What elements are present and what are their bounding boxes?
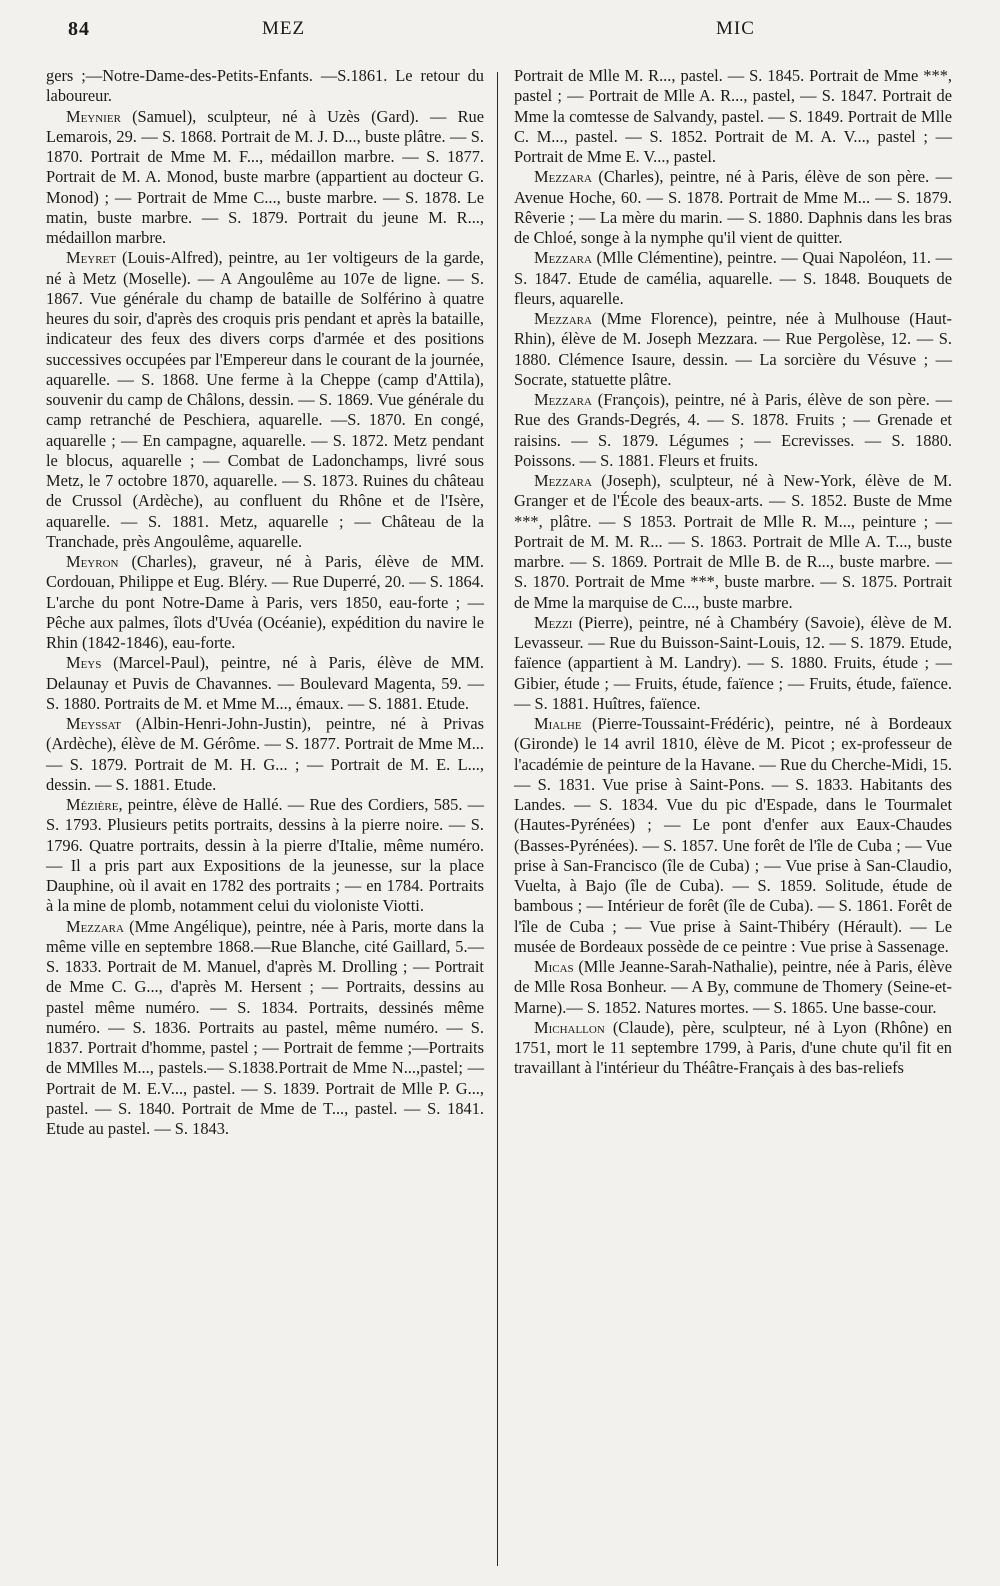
entry-text: (Joseph), sculpteur, né à New-York, élève de M. Granger et de l'École des beaux-arts. — S. 1852. Buste de Mme ***, plâtre. — S 1853. Portrait de Mlle R. M..., peinture ; — Portrait de M. M. R... — S. 1863. Portrait de Mlle A. T..., buste marbre. — S. 1869. Portrait de Mlle B. de R..., buste marbre. — S. 1870. Portrait de Mme ***, buste marbre. — S. 1875. Portrait de Mme la marquise de C..., buste marbre. [514, 471, 952, 612]
entry-text: (Louis-Alfred), peintre, au 1er voltigeurs de la garde, né à Metz (Moselle). — A Angoulême au 107e de ligne. — S. 1867. Vue générale du champ de bataille de Solférino à quatre heures du soir, d'après des croquis pris pendant et après la bataille, indicateur des feux des divers corps d'armée et des positions successives occupées par l'Empereur dans le courant de la journée, aquarelle. — S. 1868. Une ferme à la Cheppe (camp d'Attila), souvenir du camp de Châlons, dessin. — S. 1869. Vue générale du camp retranché de Peschiera, aquarelle. —S. 1870. En congé, aquarelle ; — En campagne, aquarelle. — S. 1872. Metz pendant le blocus, aquarelle ; — Combat de Ladonchamps, livré sous Metz, le 7 octobre 1870, aquarelle. — S. 1873. Ruines du château de Crussol (Ardèche), au confluent du Rhône et de l'Isère, aquarelle. — S. 1881. Metz, aquarelle ; — Château de la Tranchade, près Angoulême, aquarelle. [46, 248, 484, 551]
entry-text: (Claude), père, sculpteur, né à Lyon (Rhône) en 1751, mort le 11 septembre 1799, à Paris, d'une chute qu'il fit en travaillant à l'intérieur du Théâtre-Français à des bas-reliefs [514, 1017, 952, 1078]
entry-text: (Mlle Clémentine), peintre. — Quai Napoléon, 11. — S. 1847. Etude de camélia, aquarelle. — S. 1848. Bouquets de fleurs, aquarelle. [514, 248, 952, 308]
entry-text: (Mme Florence), peintre, née à Mulhouse (Haut-Rhin), élève de M. Joseph Mezzara. — Rue Pergolèse, 12. — S. 1880. Clémence Isaure, dessin. — La sorcière du Vésuve ; — Socrate, statuette plâtre. [514, 309, 952, 389]
entry-text: (Mlle Jeanne-Sarah-Nathalie), peintre, née à Paris, élève de Mlle Rosa Bonheur. — A By, commune de Thomery (Seine-et-Marne).— S. 1852. Natures mortes. — S. 1865. Une basse-cour. [514, 957, 952, 1017]
entry [514, 957, 952, 1018]
entry [514, 390, 952, 471]
entry-continuation [514, 66, 952, 167]
entry-name: Mialhe [534, 714, 582, 733]
entry-name: Meyret [66, 248, 117, 268]
entry-text: (Charles), peintre, né à Paris, élève de son père. — Avenue Hoche, 60. — S. 1878. Portrait de Mme M... — S. 1879. Rêverie ; — La mère du marin. — S. 1880. Daphnis dans les bras de Chloé, songe à la nymphe qu'il vient de quitter. [514, 167, 952, 247]
right-column [514, 66, 952, 1079]
entry [514, 714, 952, 957]
entry [514, 248, 952, 309]
entry-text: gers ;—Notre-Dame-des-Petits-Enfants. —S.1861. Le retour du laboureur. [46, 66, 484, 106]
entry [514, 309, 952, 390]
entry-name: Meyron [66, 552, 119, 571]
entry-name: Mezzara [534, 309, 592, 328]
page-number: 84 [68, 18, 90, 40]
left-column [46, 66, 484, 1139]
entry-name: Mezzara [534, 248, 592, 268]
entry-name: Meynier [66, 106, 121, 126]
entry-name: Mezzara [66, 916, 124, 936]
entry [46, 917, 484, 1140]
entry-text: , peintre, élève de Hallé. — Rue des Cordiers, 585. — S. 1793. Plusieurs petits portraits, dessins à la pierre noire. — S. 1796. Quatre portraits, dessin à la pierre d'Italie, même numéro. — Il a pris part aux Expositions de la jeunesse, sur la place Dauphine, où il avait en 1782 des portraits ; — en 1784. Portraits à la mine de plomb, notamment celui du violoniste Viotti. [46, 795, 484, 916]
right-running-heading: MIC [716, 18, 755, 39]
entry-name: Mezzi [534, 612, 573, 632]
entry-text: (Mme Angélique), peintre, née à Paris, morte dans la même ville en septembre 1868.—Rue Blanche, cité Gaillard, 5.—S. 1833. Portrait de M. Manuel, d'après M. Drolling ; — Portrait de Mme C. G..., d'après M. Hersent ; — Portraits, dessins au pastel même numéro. — S. 1834. Portraits, dessinés même numéro. — S. 1836. Portraits au pastel, même numéro. — S. 1837. Portrait d'homme, pastel ; — Portrait de femme ;—Portraits de MMlles M..., pastels.— S.1838.Portrait de Mme N...,pastel; —Portrait de M. E.V..., pastel. — S. 1839. Portrait de Mlle P. G..., pastel. — S. 1840. Portrait de Mme de T..., pastel. — S. 1841. Etude au pastel. — S. 1843. [46, 916, 484, 1138]
entry-text: (François), peintre, né à Paris, élève de son père. — Rue des Grands-Degrés, 4. — S. 1878. Fruits ; — Grenade et raisins. — S. 1879. Légumes ; — Ecrevisses. — S. 1880. Poissons. — S. 1881. Fleurs et fruits. [514, 390, 952, 470]
entry-text: (Albin-Henri-John-Justin), peintre, né à Privas (Ardèche), élève de M. Gérôme. — S. 1877. Portrait de Mme M... — S. 1879. Portrait de M. H. G... ; — Portrait de M. E. L..., dessin. — S. 1881. Etude. [46, 714, 484, 794]
entry [46, 552, 484, 653]
entry-name: Mezzara [534, 167, 592, 187]
entry-text: Portrait de Mlle M. R..., pastel. — S. 1845. Portrait de Mme ***, pastel ; — Portrait de Mlle A. R..., pastel, — S. 1847. Portrait de Mme la comtesse de Salvandy, pastel. — S. 1849. Portrait de Mlle C. M..., pastel. — S. 1852. Portrait de M. A. V..., pastel ; — Portrait de Mme E. V..., pastel. [514, 66, 952, 166]
entry [514, 1018, 952, 1079]
entry [46, 714, 484, 795]
entry [514, 471, 952, 613]
entry [514, 613, 952, 714]
entry-text: (Samuel), sculpteur, né à Uzès (Gard). — Rue Lemarois, 29. — S. 1868. Portrait de M. J. D..., buste plâtre. — S. 1870. Portrait de Mme M. F..., médaillon marbre. — S. 1877. Portrait de M. A. Monod, buste marbre (appartient au docteur G. Monod) ; — Portrait de Mme C..., buste marbre. — S. 1878. Le matin, buste marbre. — S. 1879. Portrait du jeune M. R..., médaillon marbre. [46, 106, 484, 247]
entry-name: Michallon [534, 1017, 605, 1037]
entry-name: Meyssat [66, 714, 121, 733]
entry [46, 653, 484, 714]
entry-text: (Charles), graveur, né à Paris, élève de MM. Cordouan, Philippe et Eug. Bléry. — Rue Duperré, 20. — S. 1864. L'arche du pont Notre-Dame à Paris, vers 1850, eau-forte ; — Pêche aux palmes, îlots d'Uvéa (Océanie), expédition du navire le Rhin (1842-1846), eau-forte. [46, 552, 484, 652]
entry-name: Meys [66, 653, 102, 673]
column-divider [497, 72, 498, 1566]
entry-continuation [46, 66, 484, 107]
entry [46, 107, 484, 249]
left-running-heading: MEZ [262, 18, 306, 39]
entry [46, 795, 484, 917]
entry [46, 248, 484, 552]
entry-text: (Pierre-Toussaint-Frédéric), peintre, né à Bordeaux (Gironde) le 14 avril 1810, élève de M. Picot ; ex-professeur de l'académie de peinture de la Havane. — Rue du Cherche-Midi, 15. — S. 1831. Vue prise à Saint-Pons. — S. 1833. Habitants des Landes. — S. 1834. Vue du pic d'Espade, dans le Tourmalet (Hautes-Pyrénées) ; — Le pont d'enfer aux Eaux-Chaudes (Basses-Pyrénées). — S. 1857. Une forêt de l'île de Cuba ; — Vue prise à San-Francisco (île de Cuba) ; — Vue prise à San-Claudio, Vuelta, à Bajo (île de Cuba). — S. 1859. Solitude, étude de bambous ; — Intérieur de forêt (île de Cuba). — S. 1861. Forêt de l'île de Cuba ; — Vue prise à Saint-Thibéry (Hérault). — Le musée de Bordeaux possède de ce peintre : Vue prise à Sassenage. [514, 714, 952, 956]
entry-text: (Marcel-Paul), peintre, né à Paris, élève de MM. Delaunay et Puvis de Chavannes. — Boulevard Magenta, 59. — S. 1880. Portraits de M. et Mme M..., émaux. — S. 1881. Etude. [46, 653, 484, 713]
entry-name: Mezzara [534, 471, 592, 490]
entry [514, 167, 952, 248]
entry-name: Mezzara [534, 390, 592, 409]
entry-text: (Pierre), peintre, né à Chambéry (Savoie), élève de M. Levasseur. — Rue du Buisson-Saint-Louis, 12. — S. 1879. Etude, faïence (appartient à M. Landry). — S. 1880. Fruits, étude ; — Gibier, étude ; — Fruits, étude, faïence ; — Fruits, étude, faïence. — S. 1881. Huîtres, faïence. [514, 612, 952, 713]
entry-name: Micas [534, 957, 574, 976]
entry-name: Mézière [66, 795, 119, 814]
